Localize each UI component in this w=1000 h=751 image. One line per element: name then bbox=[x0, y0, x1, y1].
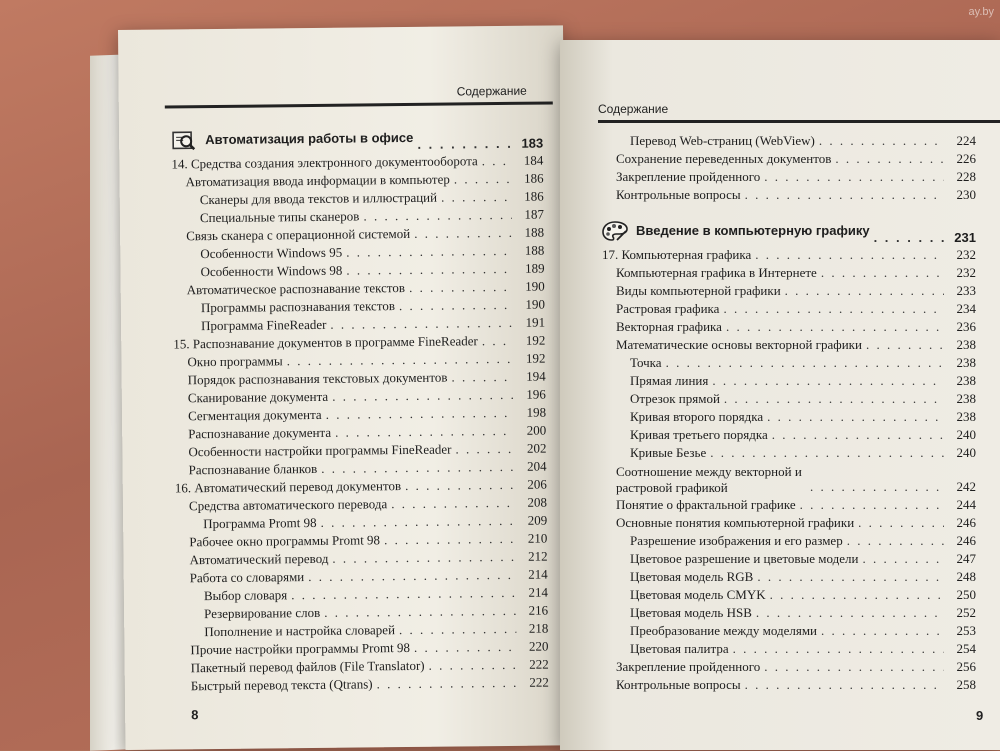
page-number: 214 bbox=[520, 584, 548, 602]
leader-dots bbox=[291, 584, 516, 604]
leader-dots bbox=[454, 170, 512, 189]
entry-title: Специальные типы сканеров bbox=[200, 207, 360, 227]
entry-title: Программа FineReader bbox=[201, 316, 326, 335]
entry-title: Закрепление пройденного bbox=[616, 168, 760, 186]
page-number: 192 bbox=[517, 332, 545, 350]
page-number: 238 bbox=[948, 408, 976, 426]
page-number: 216 bbox=[520, 602, 548, 620]
leader-dots bbox=[363, 206, 512, 226]
leader-dots bbox=[745, 676, 944, 694]
entry-title: Порядок распознавания текстовых документов bbox=[188, 369, 448, 390]
leader-dots bbox=[335, 422, 514, 442]
leader-dots bbox=[764, 658, 944, 676]
running-head-left: Содержание bbox=[457, 84, 527, 99]
section-title: Автоматизация работы в офисе bbox=[205, 123, 413, 155]
spacer bbox=[602, 204, 976, 216]
page-number: 188 bbox=[516, 224, 544, 242]
toc-entry[interactable] bbox=[602, 550, 976, 568]
entry-title: Автоматизация ввода информации в компьютер bbox=[186, 171, 450, 192]
entry-title: Виды компьютерной графики bbox=[616, 282, 781, 300]
entry-title: Растровая графика bbox=[616, 300, 719, 318]
toc-entry[interactable] bbox=[602, 444, 976, 462]
leader-dots bbox=[726, 318, 944, 336]
entry-title: Преобразование между моделями bbox=[630, 622, 817, 640]
page-number: 214 bbox=[520, 566, 548, 584]
leader-dots bbox=[724, 390, 944, 408]
toc-entry[interactable] bbox=[602, 318, 976, 336]
leader-dots bbox=[767, 408, 944, 426]
page-number: 242 bbox=[948, 478, 976, 496]
leader-dots bbox=[346, 242, 512, 262]
entry-title: Цветовая модель CMYK bbox=[630, 586, 766, 604]
page-number: 184 bbox=[515, 152, 543, 170]
page-number: 246 bbox=[948, 514, 976, 532]
entry-title: Резервирование слов bbox=[204, 604, 320, 623]
entry-title: Сохранение переведенных документов bbox=[616, 150, 831, 168]
leader-dots bbox=[810, 478, 944, 496]
leader-dots bbox=[757, 568, 944, 586]
entry-title: Особенности Windows 98 bbox=[200, 262, 342, 281]
entry-title: Разрешение изображения и его размер bbox=[630, 532, 843, 550]
leader-dots bbox=[835, 150, 944, 168]
entry-title: 16. Автоматический перевод документов bbox=[175, 477, 401, 497]
toc-entry[interactable] bbox=[602, 354, 976, 372]
leader-dots bbox=[785, 282, 944, 300]
leader-dots bbox=[733, 640, 944, 658]
entry-title: Работа со словарями bbox=[190, 568, 305, 587]
page-number: 248 bbox=[948, 568, 976, 586]
toc-entry[interactable] bbox=[602, 186, 976, 204]
leader-dots bbox=[482, 332, 514, 350]
leader-dots bbox=[308, 566, 516, 586]
page-number: 238 bbox=[948, 336, 976, 354]
leader-dots bbox=[321, 458, 515, 478]
leader-dots bbox=[666, 354, 944, 372]
page-number: 240 bbox=[948, 444, 976, 462]
leader-dots bbox=[866, 336, 944, 354]
entry-title: Контрольные вопросы bbox=[616, 186, 741, 204]
entry-title: Точка bbox=[630, 354, 662, 372]
leader-dots bbox=[405, 476, 515, 495]
entry-title: Автоматический перевод bbox=[189, 550, 328, 569]
leader-dots bbox=[764, 168, 944, 186]
toc-entry[interactable] bbox=[602, 496, 976, 514]
entry-title: 14. Средства создания электронного документооборота bbox=[171, 152, 478, 173]
entry-title: Программы распознавания текстов bbox=[201, 297, 395, 317]
leader-dots bbox=[821, 622, 944, 640]
leader-dots bbox=[858, 514, 944, 532]
leader-dots bbox=[482, 152, 512, 170]
leader-dots bbox=[346, 260, 512, 280]
page-number: 191 bbox=[517, 314, 545, 332]
entry-title: Компьютерная графика в Интернете bbox=[616, 264, 817, 282]
page-number: 233 bbox=[948, 282, 976, 300]
page-number: 230 bbox=[948, 186, 976, 204]
page-number: 252 bbox=[948, 604, 976, 622]
entry-title: 17. Компьютерная графика bbox=[602, 246, 751, 264]
page-number: 194 bbox=[518, 368, 546, 386]
leader-dots bbox=[723, 300, 944, 318]
page-number: 226 bbox=[948, 150, 976, 168]
entry-title: Сегментация документа bbox=[188, 406, 322, 425]
page-number: 190 bbox=[517, 278, 545, 296]
entry-title: Особенности Windows 95 bbox=[200, 244, 342, 263]
page-number: 212 bbox=[519, 548, 547, 566]
toc-entry[interactable] bbox=[602, 462, 976, 496]
leader-dots bbox=[384, 530, 516, 549]
page-number: 183 bbox=[515, 129, 543, 159]
entry-title: Пакетный перевод файлов (File Translator) bbox=[191, 657, 425, 677]
toc-entry[interactable] bbox=[602, 426, 976, 444]
leader-dots bbox=[710, 444, 944, 462]
toc-entry[interactable] bbox=[602, 658, 976, 676]
page-number: 192 bbox=[517, 350, 545, 368]
leader-dots bbox=[772, 426, 944, 444]
entry-title: Пополнение и настройка словарей bbox=[204, 621, 395, 641]
toc-entry[interactable] bbox=[602, 390, 976, 408]
page-number: 234 bbox=[948, 300, 976, 318]
page-number: 244 bbox=[948, 496, 976, 514]
leader-dots bbox=[770, 586, 944, 604]
toc-entry[interactable] bbox=[602, 514, 976, 532]
entry-title: Автоматическое распознавание текстов bbox=[187, 279, 405, 299]
page-number: 222 bbox=[521, 656, 549, 674]
leader-dots bbox=[326, 404, 515, 424]
entry-title: Соотношение между векторной и растровой графикой bbox=[616, 464, 806, 496]
toc-left bbox=[171, 122, 549, 696]
leader-dots bbox=[324, 602, 516, 622]
page-number: 187 bbox=[516, 206, 544, 224]
entry-title: Закрепление пройденного bbox=[616, 658, 760, 676]
folio-left: 8 bbox=[191, 707, 198, 722]
entry-title: Сканирование документа bbox=[188, 388, 328, 407]
entry-title: Перевод Web-страниц (WebView) bbox=[630, 132, 815, 150]
page-number: 238 bbox=[948, 390, 976, 408]
page-number: 206 bbox=[519, 476, 547, 494]
leader-dots bbox=[800, 496, 944, 514]
leader-dots bbox=[455, 440, 514, 459]
leader-dots bbox=[332, 548, 515, 568]
toc-entry[interactable] bbox=[602, 640, 976, 658]
page-number: 220 bbox=[520, 638, 548, 656]
left-entry-list bbox=[171, 152, 549, 696]
page-number: 202 bbox=[518, 440, 546, 458]
page-number: 190 bbox=[517, 296, 545, 314]
entry-title: Кривая третьего порядка bbox=[630, 426, 768, 444]
toc-entry[interactable] bbox=[602, 372, 976, 390]
entry-title: Распознавание бланков bbox=[189, 460, 318, 479]
toc-entry[interactable] bbox=[602, 532, 976, 550]
toc-entry[interactable] bbox=[602, 282, 976, 300]
page-number: 250 bbox=[948, 586, 976, 604]
page-number: 208 bbox=[519, 494, 547, 512]
entry-title: Понятие о фрактальной графике bbox=[616, 496, 796, 514]
toc-right bbox=[602, 132, 976, 694]
entry-title: Векторная графика bbox=[616, 318, 722, 336]
leader-dots bbox=[451, 368, 513, 387]
leader-dots bbox=[821, 264, 944, 282]
entry-title: Быстрый перевод текста (Qtrans) bbox=[191, 675, 373, 695]
left-page bbox=[118, 25, 571, 750]
page-number: 222 bbox=[521, 674, 549, 692]
right-page bbox=[560, 40, 1000, 750]
running-head-right: Содержание bbox=[598, 102, 668, 116]
page-number: 238 bbox=[948, 372, 976, 390]
page-number: 258 bbox=[948, 676, 976, 694]
leader-dots bbox=[391, 494, 515, 513]
entry-title: Рабочее окно программы Promt 98 bbox=[189, 531, 380, 551]
entry-title: Контрольные вопросы bbox=[616, 676, 741, 694]
page-number: 247 bbox=[948, 550, 976, 568]
leader-dots bbox=[862, 550, 944, 568]
leader-dots bbox=[712, 372, 944, 390]
page-number: 232 bbox=[948, 246, 976, 264]
leader-dots bbox=[330, 314, 513, 334]
page-number: 254 bbox=[948, 640, 976, 658]
toc-entry[interactable] bbox=[602, 264, 976, 282]
leader-dots bbox=[399, 296, 513, 315]
entry-title: Распознавание документа bbox=[188, 424, 331, 443]
page-number: 246 bbox=[948, 532, 976, 550]
page-number: 204 bbox=[519, 458, 547, 476]
toc-entry[interactable] bbox=[602, 408, 976, 426]
page-number: 224 bbox=[948, 132, 976, 150]
section-title: Введение в компьютерную графику bbox=[636, 216, 870, 246]
header-rule-right bbox=[598, 120, 1000, 123]
toc-entry[interactable] bbox=[602, 604, 976, 622]
leader-dots bbox=[441, 188, 512, 207]
page-number: 236 bbox=[948, 318, 976, 336]
page-number: 198 bbox=[518, 404, 546, 422]
header-rule-left bbox=[165, 101, 553, 108]
entry-title: Средства автоматического перевода bbox=[189, 495, 387, 515]
toc-entry[interactable] bbox=[602, 568, 976, 586]
page-number: 231 bbox=[948, 223, 976, 253]
leader-dots bbox=[332, 386, 514, 406]
toc-entry[interactable] bbox=[602, 150, 976, 168]
page-number: 196 bbox=[518, 386, 546, 404]
entry-title: Математические основы векторной графики bbox=[616, 336, 862, 354]
page-number: 188 bbox=[516, 242, 544, 260]
leader-dots bbox=[287, 350, 514, 370]
leader-dots bbox=[376, 674, 516, 693]
entry-title: Отрезок прямой bbox=[630, 390, 720, 408]
entry-title: Цветовая модель RGB bbox=[630, 568, 753, 586]
section-heading[interactable] bbox=[171, 122, 543, 156]
toc-entry[interactable] bbox=[602, 676, 976, 694]
leader-dots bbox=[429, 656, 517, 675]
magnifier-document-icon bbox=[171, 129, 197, 151]
entry-title: Особенности настройки программы FineReader bbox=[188, 441, 451, 462]
toc-entry[interactable] bbox=[602, 300, 976, 318]
toc-entry[interactable] bbox=[602, 132, 976, 150]
page-number: 238 bbox=[948, 354, 976, 372]
toc-entry[interactable] bbox=[602, 336, 976, 354]
leader-dots bbox=[819, 132, 944, 150]
leader-dots bbox=[755, 246, 944, 264]
page-number: 232 bbox=[948, 264, 976, 282]
entry-title: Цветовое разрешение и цветовые модели bbox=[630, 550, 858, 568]
page-number: 209 bbox=[519, 512, 547, 530]
leader-dots bbox=[756, 604, 944, 622]
entry-title: Цветовая модель HSB bbox=[630, 604, 752, 622]
leader-dots bbox=[414, 224, 512, 243]
section-heading[interactable] bbox=[602, 216, 976, 246]
entry-title: Выбор словаря bbox=[204, 586, 287, 605]
page-number: 253 bbox=[948, 622, 976, 640]
folio-right: 9 bbox=[976, 708, 983, 723]
entry-title: Программа Promt 98 bbox=[203, 514, 317, 533]
toc-entry[interactable] bbox=[602, 168, 976, 186]
right-entry-list-top bbox=[602, 132, 976, 204]
entry-title: Цветовая палитра bbox=[630, 640, 729, 658]
page-number: 186 bbox=[515, 170, 543, 188]
toc-entry[interactable] bbox=[602, 586, 976, 604]
toc-entry[interactable] bbox=[177, 674, 549, 696]
page-number: 186 bbox=[516, 188, 544, 206]
entry-title: Кривые Безье bbox=[630, 444, 706, 462]
leader-dots bbox=[409, 278, 513, 297]
entry-title: Прочие настройки программы Promt 98 bbox=[190, 639, 410, 659]
watermark: ay.by bbox=[969, 6, 994, 18]
page-number: 228 bbox=[948, 168, 976, 186]
entry-title: Основные понятия компьютерной графики bbox=[616, 514, 854, 532]
toc-entry[interactable] bbox=[602, 622, 976, 640]
page-number: 189 bbox=[516, 260, 544, 278]
leader-dots bbox=[399, 620, 516, 639]
leader-dots bbox=[414, 638, 517, 657]
leader-dots bbox=[321, 512, 516, 532]
leader-dots bbox=[847, 532, 944, 550]
palette-icon bbox=[602, 220, 628, 242]
toc-entry[interactable] bbox=[602, 246, 976, 264]
page-number: 200 bbox=[518, 422, 546, 440]
entry-title: Сканеры для ввода текстов и иллюстраций bbox=[200, 189, 437, 209]
page-number: 256 bbox=[948, 658, 976, 676]
page-number: 210 bbox=[519, 530, 547, 548]
entry-title: Окно программы bbox=[187, 352, 282, 371]
entry-title: 15. Распознавание документов в программе FineReader bbox=[173, 332, 478, 353]
entry-title: Кривая второго порядка bbox=[630, 408, 763, 426]
right-entry-list bbox=[602, 246, 976, 694]
page-number: 218 bbox=[520, 620, 548, 638]
entry-title: Связь сканера с операционной системой bbox=[186, 225, 410, 245]
page-number: 240 bbox=[948, 426, 976, 444]
leader-dots bbox=[745, 186, 944, 204]
entry-title: Прямая линия bbox=[630, 372, 708, 390]
